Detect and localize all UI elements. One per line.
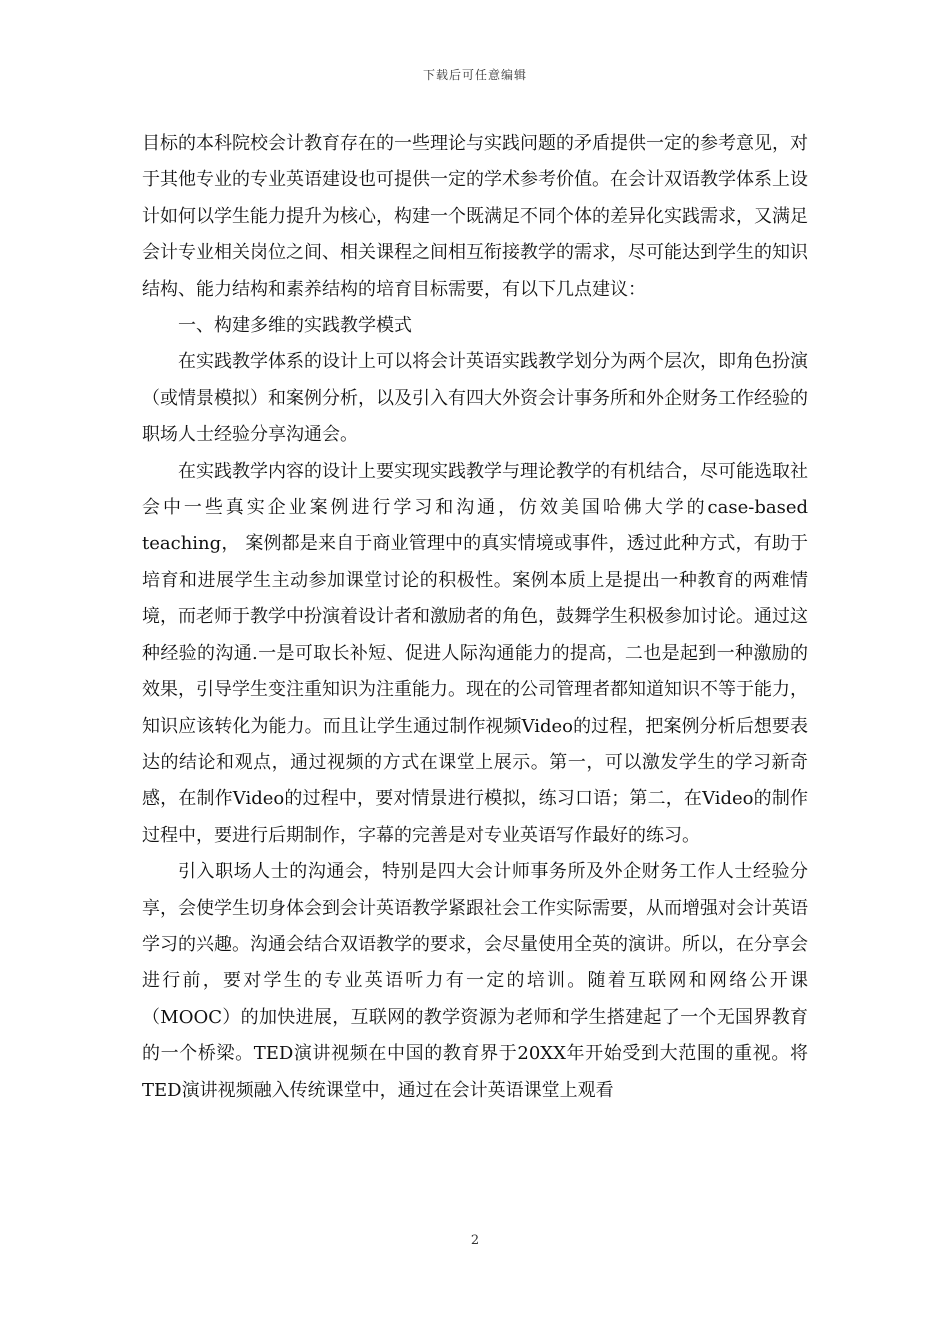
document-body (142, 126, 808, 1109)
paragraph-continuation: 目标的本科院校会计教育存在的一些理论与实践问题的矛盾提供一定的参考意见，对于其他专业的专业英语建设也可提供一定的学术参考价值。在会计双语教学体系上设计如何以学生能力提升为核心，构建一个既满足不同个体的差异化实践需求，又满足会计专业相关岗位之间、相关课程之间相互衔接教学的需求，尽可能达到学生的知识结构、能力结构和素养结构的培育目标需要，有以下几点建议： (142, 133, 808, 300)
paragraph: 在实践教学体系的设计上可以将会计英语实践教学划分为两个层次，即角色扮演（或情景模拟）和案例分析，以及引入有四大外资会计事务所和外企财务工作经验的职场人士经验分享沟通会。 (142, 351, 808, 446)
paragraph: 在实践教学内容的设计上要实现实践教学与理论教学的有机结合，尽可能选取社会中一些真实企业案例进行学习和沟通，仿效美国哈佛大学的case-based teaching， 案例都是来自于商业管理中的真实情境或事件，透过此种方式，有助于培育和进展学生主动参加课堂讨论的积极性。案例本质上是提出一种教育的两难情境，而老师于教学中扮演着设计者和激励者的角色，鼓舞学生积极参加讨论。通过这种经验的沟通.一是可取长补短、促进人际沟通能力的提高，二也是起到一种激励的效果，引导学生变注重知识为注重能力。现在的公司管理者都知道知识不等于能力，知识应该转化为能力。而且让学生通过制作视频Video的过程，把案例分析后想要表达的结论和观点，通过视频的方式在课堂上展示。第一，可以激发学生的学习新奇感，在制作Video的过程中，要对情景进行模拟，练习口语；第二，在Video的制作过程中，要进行后期制作，字幕的完善是对专业英语写作最好的练习。 (142, 460, 808, 846)
page-header: 下载后可任意编辑 (422, 68, 527, 82)
section-heading: 一、构建多维的实践教学模式 (178, 315, 412, 337)
page-number: 2 (470, 1233, 480, 1248)
paragraph: 引入职场人士的沟通会，特别是四大会计师事务所及外企财务工作人士经验分享，会使学生切身体会到会计英语教学紧跟社会工作实际需要，从而增强对会计英语学习的兴趣。沟通会结合双语教学的要求，会尽量使用全英的演讲。所以，在分享会进行前，要对学生的专业英语听力有一定的培训。随着互联网和网络公开课（MOOC）的加快进展，互联网的教学资源为老师和学生搭建起了一个无国界教育的一个桥梁。TED演讲视频在中国的教育界于20XX年开始受到大范围的重视。将TED演讲视频融入传统课堂中，通过在会计英语课堂上观看 (142, 861, 808, 1101)
